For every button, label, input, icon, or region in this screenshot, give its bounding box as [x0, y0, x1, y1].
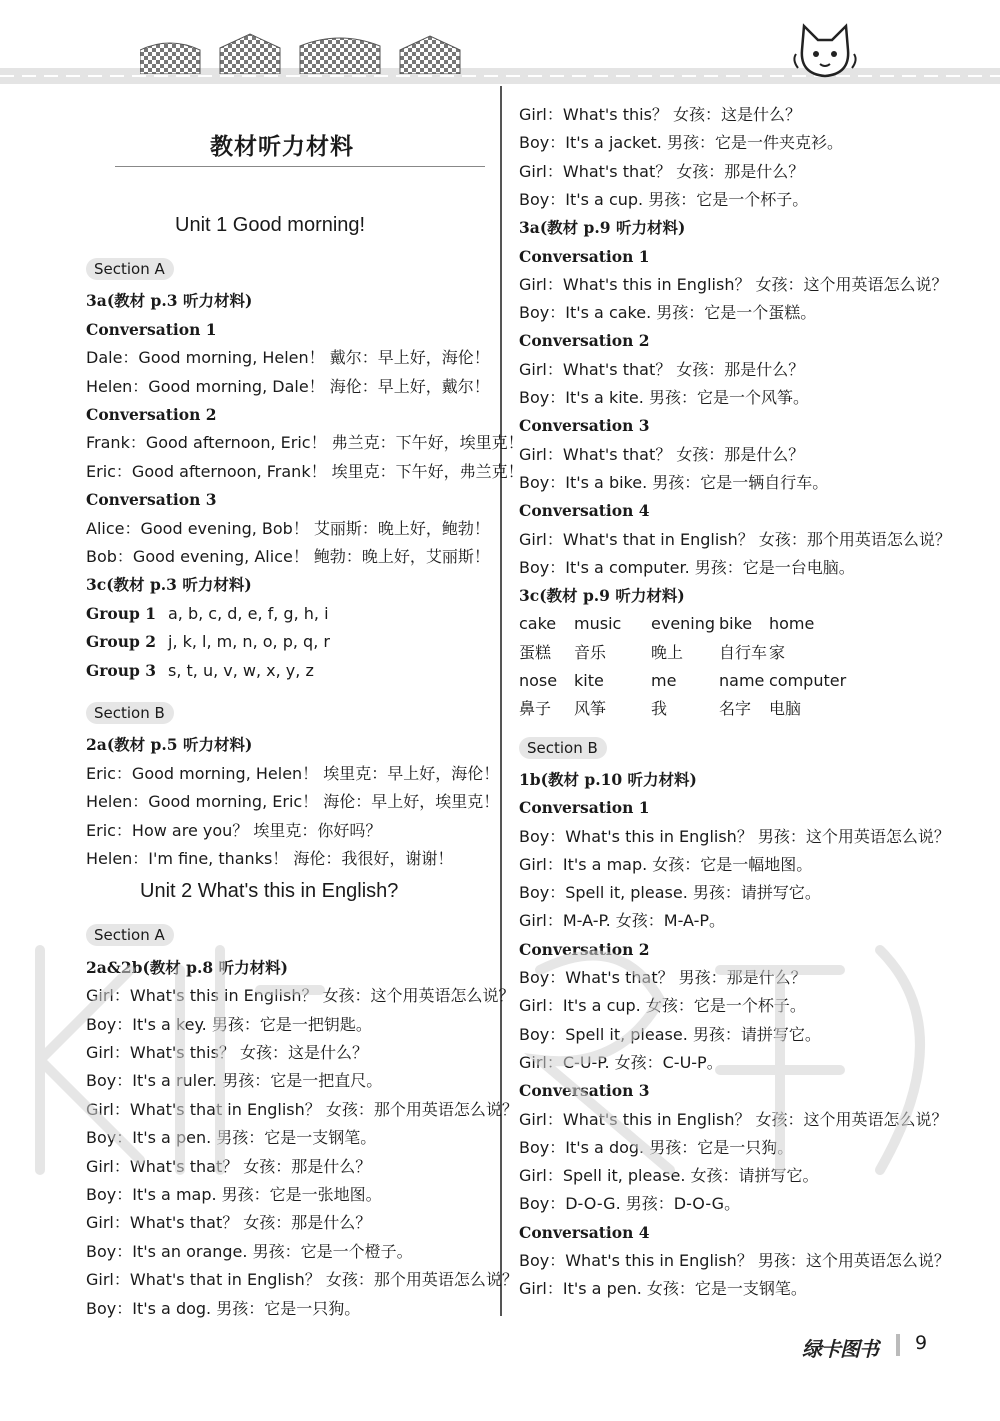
dialogue-line: Girl：M-A-P. 女孩：M-A-P。: [519, 911, 726, 931]
group-letters: a, b, c, d, e, f, g, h, i: [168, 603, 329, 623]
vocab-word: nose: [519, 671, 558, 690]
dialogue-line: Girl：What's this？ 女孩：这是什么？: [86, 1043, 369, 1062]
dialogue-line: Boy：It's a dog. 男孩：它是一只狗。: [86, 1298, 361, 1318]
subheading: Conversation 1: [519, 798, 650, 818]
vocab-word: 风筝: [574, 699, 607, 719]
dialogue-line: Girl：What's that？ 女孩：那是什么？: [519, 359, 805, 379]
subheading: 3a(教材 p.3 听力材料): [86, 291, 253, 311]
subheading: Conversation 4: [519, 1222, 650, 1242]
group-label: Group 2: [86, 632, 157, 652]
dialogue-line: Boy：Spell it, please. 男孩：请拼写它。: [519, 883, 821, 903]
dialogue-line: Girl：It's a cup. 女孩：它是一个杯子。: [519, 996, 806, 1016]
dialogue-line: Helen：I'm fine, thanks！ 海伦：我很好，谢谢！: [86, 849, 454, 868]
dialogue-line: Girl：What's that？ 女孩：那是什么？: [86, 1156, 372, 1176]
dialogue-line: Boy：It's a map. 男孩：它是一张地图。: [86, 1185, 382, 1204]
vocab-word: 自行车: [719, 642, 768, 662]
vocab-word: 晚上: [651, 642, 684, 662]
vocab-word: cake: [519, 614, 557, 634]
dialogue-line: Boy：It's a computer. 男孩：它是一台电脑。: [519, 557, 855, 577]
subheading: 3a(教材 p.9 听力材料): [519, 218, 686, 238]
dialogue-line: Boy：It's an orange. 男孩：它是一个橙子。: [86, 1241, 413, 1261]
dialogue-line: Girl：What's that？ 女孩：那是什么？: [86, 1213, 372, 1233]
dialogue-line: Boy：It's a pen. 男孩：它是一支钢笔。: [86, 1128, 377, 1148]
dialogue-line: Boy：It's a jacket. 男孩：它是一件夹克衫。: [519, 133, 843, 153]
dialogue-line: Boy：It's a cake. 男孩：它是一个蛋糕。: [519, 303, 817, 323]
subheading: Conversation 3: [86, 490, 217, 510]
section-badge: Section B: [519, 737, 607, 759]
page-title: 教材听力材料: [210, 134, 354, 160]
dialogue-line: Girl：What's that in English？ 女孩：那个用英语怎么说？: [86, 1270, 518, 1290]
dialogue-line: Alice：Good evening, Bob！ 艾丽斯：晚上好，鲍勃！: [86, 518, 490, 538]
dialogue-line: Boy：It's a ruler. 男孩：它是一把直尺。: [86, 1071, 383, 1091]
section-badge: Section B: [86, 702, 174, 724]
subheading: Conversation 2: [519, 939, 650, 959]
vocab-word: home: [769, 614, 815, 634]
dialogue-line: Eric：How are you？ 埃里克：你好吗？: [86, 820, 382, 840]
dialogue-line: Girl：What's that？ 女孩：那是什么？: [519, 444, 805, 464]
section-badge: Section A: [86, 258, 174, 280]
subheading: Conversation 3: [519, 416, 650, 436]
vocab-word: computer: [769, 671, 847, 690]
subheading: 3c(教材 p.9 听力材料): [519, 586, 685, 606]
dialogue-line: Boy：D-O-G. 男孩：D-O-G。: [519, 1194, 741, 1214]
footer-separator: [896, 1334, 900, 1356]
subheading: Conversation 3: [519, 1081, 650, 1101]
dialogue-line: Dale：Good morning, Helen！ 戴尔：早上好，海伦！: [86, 348, 490, 368]
group-letters: j, k, l, m, n, o, p, q, r: [168, 632, 330, 652]
watermark-graphic: [20, 910, 980, 1210]
dialogue-line: Boy：What's that？ 男孩：那是什么？: [519, 968, 807, 987]
dialogue-line: Girl：What's this in English？ 女孩：这个用英语怎么说？: [519, 1109, 948, 1129]
dialogue-line: Boy：What's this in English？ 男孩：这个用英语怎么说？: [519, 1251, 950, 1270]
vocab-word: me: [651, 671, 677, 690]
subheading: Conversation 2: [519, 331, 650, 351]
unit-heading: Unit 1 Good morning!: [175, 214, 366, 236]
dialogue-line: Boy：It's a bike. 男孩：它是一辆自行车。: [519, 472, 829, 492]
vocab-word: 名字: [719, 699, 752, 719]
dialogue-line: Girl：It's a pen. 女孩：它是一支钢笔。: [519, 1279, 807, 1299]
dialogue-line: Girl：What's that？ 女孩：那是什么？: [519, 161, 805, 181]
section-badge: Section A: [86, 924, 174, 946]
dialogue-line: Boy：It's a kite. 男孩：它是一个风筝。: [519, 388, 809, 407]
dialogue-line: Girl：What's that in English？ 女孩：那个用英语怎么说？: [519, 529, 951, 549]
dialogue-line: Girl：What's this？ 女孩：这是什么？: [519, 105, 802, 124]
dialogue-line: Eric：Good morning, Helen！ 埃里克：早上好，海伦！: [86, 763, 500, 783]
dialogue-line: Bob：Good evening, Alice！ 鲍勃：晚上好，艾丽斯！: [86, 547, 490, 566]
dialogue-line: Girl：What's this in English？ 女孩：这个用英语怎么说？: [86, 986, 515, 1006]
unit-heading: Unit 2 What's this in English?: [140, 880, 399, 903]
subheading: 2a(教材 p.5 听力材料): [86, 735, 253, 755]
group-letters: s, t, u, v, w, x, y, z: [168, 660, 314, 680]
dialogue-line: Helen：Good morning, Dale！ 海伦：早上好，戴尔！: [86, 376, 490, 396]
vocab-word: 家: [769, 642, 786, 662]
dialogue-line: Boy：What's this in English？ 男孩：这个用英语怎么说？: [519, 826, 950, 846]
dialogue-line: Girl：It's a map. 女孩：它是一幅地图。: [519, 854, 813, 874]
title-underline: [115, 166, 485, 167]
dialogue-line: Boy：It's a key. 男孩：它是一把钥匙。: [86, 1014, 372, 1034]
dialogue-line: Boy：Spell it, please. 男孩：请拼写它。: [519, 1024, 821, 1044]
subheading: Conversation 1: [519, 246, 650, 266]
cartoon-cat-icon: [790, 20, 860, 86]
vocab-word: kite: [574, 671, 604, 690]
dialogue-line: Eric：Good afternoon, Frank！ 埃里克：下午好，弗兰克！: [86, 461, 524, 481]
subheading: Conversation 1: [86, 319, 217, 339]
checkered-rooftops-icon: [140, 28, 540, 74]
vocab-word: 我: [651, 699, 668, 719]
vocab-word: 电脑: [769, 699, 802, 719]
vocab-word: bike: [719, 614, 753, 634]
dialogue-line: Helen：Good morning, Eric！ 海伦：早上好，埃里克！: [86, 792, 500, 812]
vocab-word: music: [574, 614, 622, 634]
dialogue-line: Frank：Good afternoon, Eric！ 弗兰克：下午好，埃里克！: [86, 433, 524, 453]
group-label: Group 3: [86, 660, 157, 680]
dialogue-line: Boy：It's a cup. 男孩：它是一个杯子。: [519, 189, 809, 209]
vocab-word: 鼻子: [519, 699, 552, 719]
dialogue-line: Girl：C-U-P. 女孩：C-U-P。: [519, 1052, 723, 1072]
subheading: 2a&2b(教材 p.8 听力材料): [86, 957, 288, 977]
dialogue-line: Girl：Spell it, please. 女孩：请拼写它。: [519, 1166, 819, 1186]
vocab-word: 蛋糕: [519, 642, 552, 662]
brand-logo: 绿卡图书: [802, 1337, 878, 1361]
dialogue-line: Girl：What's that in English？ 女孩：那个用英语怎么说？: [86, 1099, 518, 1119]
subheading: 3c(教材 p.3 听力材料): [86, 575, 252, 595]
subheading: 1b(教材 p.10 听力材料): [519, 769, 697, 789]
group-label: Group 1: [86, 603, 157, 623]
page-number: 9: [915, 1332, 928, 1354]
vocab-word: evening: [651, 614, 716, 634]
dialogue-line: Girl：What's this in English？ 女孩：这个用英语怎么说？: [519, 274, 948, 294]
dialogue-line: Boy：It's a dog. 男孩：它是一只狗。: [519, 1137, 794, 1157]
subheading: Conversation 4: [519, 501, 650, 521]
vocab-word: name: [719, 671, 765, 690]
vocab-word: 音乐: [574, 642, 607, 662]
subheading: Conversation 2: [86, 405, 217, 424]
